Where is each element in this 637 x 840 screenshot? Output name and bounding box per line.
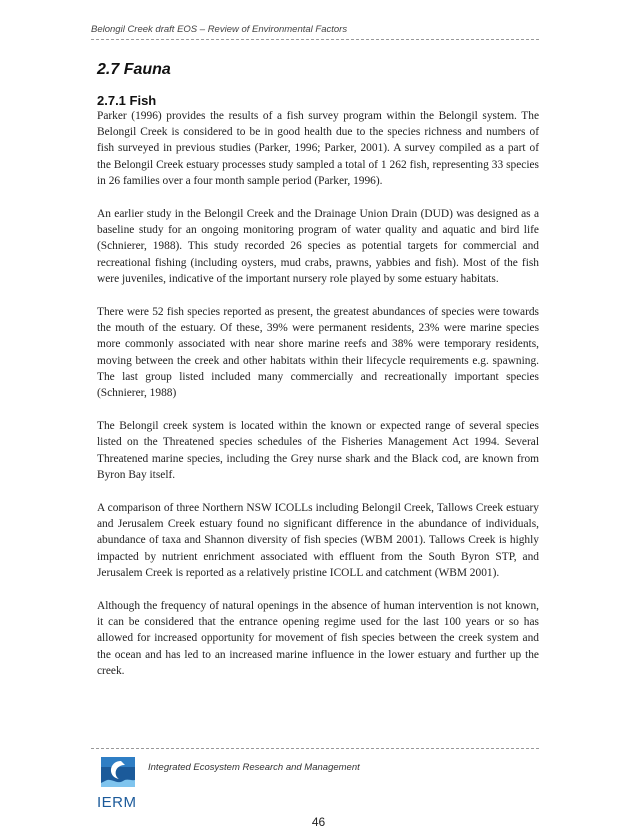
body-text: [97, 108, 539, 696]
paragraph: The Belongil creek system is located within the known or expected range of several species listed on the Threatened species schedules of the Fisheries Management Act 1994. Several Threatened marine species, including the Grey nurse shark and the Black cod, are known from Byron Bay itself.: [97, 420, 539, 481]
paragraph: An earlier study in the Belongil Creek and the Drainage Union Drain (DUD) was designed as a baseline study for an ongoing monitoring program of water quality and aquatic and bird life (Schnierer, 1988). This study recorded 26 species as potential targets for commercial and recreational fishing (including oysters, mud crabs, prawns, yabbies and fish). Most of the fish were juveniles, indicative of the important nursery role played by some estuary habitats.: [97, 208, 539, 285]
section-heading: 2.7 Fauna: [97, 61, 171, 78]
paragraph: Parker (1996) provides the results of a fish survey program within the Belongil system. The Belongil Creek is considered to be in good health due to the species richness and numbers of fish surveyed in previous studies (Parker, 1996; Parker, 2001). A survey compiled as a part of the Belongil Creek estuary processes study sampled a total of 1 262 fish, representing 33 species in 26 families over a four month sample period (Parker, 1996).: [97, 110, 539, 187]
footer-caption: Integrated Ecosystem Research and Management: [148, 762, 360, 773]
ierm-logo: [97, 757, 141, 813]
logo-text: IERM: [97, 794, 137, 811]
subsection-heading: 2.7.1 Fish: [97, 93, 157, 108]
paragraph: A comparison of three Northern NSW ICOLLs including Belongil Creek, Tallows Creek estuary and Jerusalem Creek estuary found no significant difference in the abundance of individuals, abundance of taxa and Shannon diversity of fish species (WBM 2001). Tallows Creek is highly impacted by nutrient enrichment associated with effluent from the South Byron STP, and Jerusalem Creek is reported as a relatively pristine ICOLL and catchment (WBM 2001).: [97, 502, 539, 579]
wave-logo-icon: [101, 757, 135, 787]
paragraph: Although the frequency of natural openings in the absence of human intervention is not known, it can be considered that the entrance opening regime used for the last 100 years or so has allowed for increased opportunity for movement of fish species between the creek system and the ocean and has led to an increased marine influence in the lower estuary and further up the creek.: [97, 600, 539, 677]
footer-divider: [91, 748, 539, 749]
page-number: 46: [311, 815, 326, 829]
running-header: Belongil Creek draft EOS – Review of Environmental Factors: [91, 24, 539, 40]
paragraph: There were 52 fish species reported as present, the greatest abundances of species were towards the mouth of the estuary. Of these, 39% were permanent residents, 23% were marine species more commonly associated with near shore marine reefs and 38% were temporary residents, moving between the creek and other habitats within their lifecycle requirements e.g. spawning. The last group listed included many commercially and recreationally important species (Schnierer, 1988): [97, 306, 539, 400]
